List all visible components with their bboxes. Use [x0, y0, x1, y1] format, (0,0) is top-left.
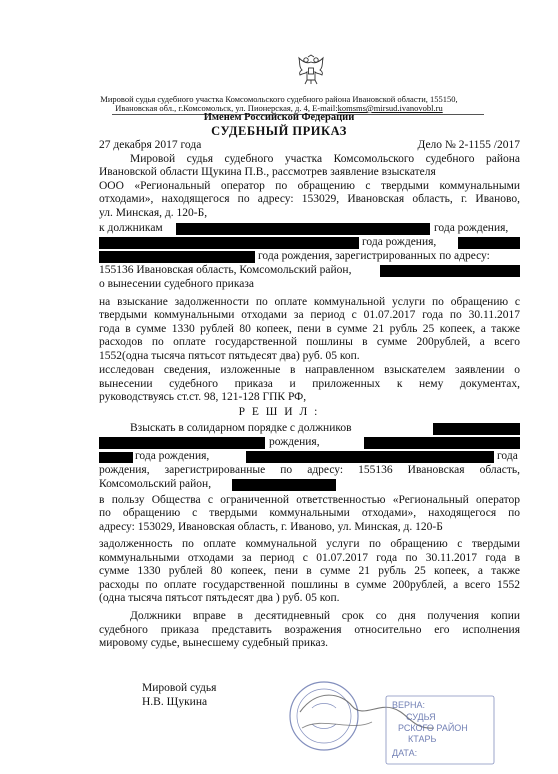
debt-line: расходы по оплате государственной пошлины в сумме 200рублей, а всего 1552 — [99, 579, 520, 591]
redaction-block — [99, 251, 255, 263]
redaction-block — [458, 237, 520, 249]
order-birth-text: года рождения, — [135, 450, 210, 462]
claim-line: на взыскание задолженности по оплате коммунальной услуги по обращению с — [99, 296, 520, 308]
debt-line: (одна тысяча пятьсот пятьдесят два ) руб. 05 коп. — [99, 592, 340, 604]
debt-line: коммунальными отходами за период с 01.07.2017 года по 30.11.2017 года в — [99, 552, 520, 564]
stamp-text: ВЕРНА: — [392, 700, 426, 710]
authority-heading: Именем Российской Федерации — [203, 112, 355, 123]
debt-line: задолженность по оплате коммунальной услуги по обращению с твердыми — [99, 538, 520, 550]
document-title: СУДЕБНЫЙ ПРИКАЗ — [211, 124, 347, 138]
rights-line: судебного приказа представить возражения относительно его исполнения — [99, 624, 520, 636]
paragraph-line: ул. Минская, д. 120-Б, — [99, 207, 208, 219]
redaction-block — [364, 437, 520, 449]
claim-line: года в сумме 1330 рублей 80 копеек, пени в сумме 21 рубль 25 копеек, а также — [99, 323, 520, 335]
stamp-text: СУДЬЯ — [406, 712, 436, 722]
beneficiary-line: адресу: 153029, Ивановская область, г. Иваново, ул. Минская, д. 120-Б — [99, 521, 443, 533]
order-line: Комсомольский район, — [99, 478, 212, 490]
rights-line: Должники вправе в десятидневный срок со дня получения копии — [130, 610, 520, 622]
debtor-birth-text: года рождения, — [362, 236, 437, 248]
order-year-text: года — [497, 450, 518, 462]
claim-line: расходов по оплате государственной пошлины в сумме 200рублей, а всего — [99, 336, 520, 348]
claim-line: твердыми коммунальными отходами за период с 01.07.2017 года по 30.11.2017 — [99, 309, 520, 321]
russian-coat-of-arms-icon — [294, 54, 328, 86]
redaction-block — [232, 479, 336, 491]
paragraph-line: Мировой судья судебного участка Комсомольского судебного района — [130, 153, 520, 165]
court-email: komsms@mirsud.ivanovobl.ru — [337, 103, 443, 113]
beneficiary-line: в пользу Общества с ограниченной ответственностью «Региональный оператор — [99, 494, 520, 506]
court-address-line: Мировой судья судебного участка Комсомольского судебного района Ивановской области, 155150, — [100, 94, 458, 104]
case-number: Дело № 2-1155 /2017 — [417, 139, 520, 151]
debtors-prefix: к должникам — [99, 222, 163, 234]
signature-role: Мировой судья — [142, 682, 217, 694]
signature-name: Н.В. Щукина — [142, 696, 208, 708]
stamp-text: КТАРЬ — [408, 734, 437, 744]
claim-line: 1552(одна тысяча пятьсот пятьдесят два) руб. 05 коп. — [99, 350, 360, 362]
debtor-address: 155136 Ивановская область, Комсомольский район, — [99, 264, 352, 276]
stamp-text: РСКОГО РАЙОН — [398, 723, 468, 733]
redaction-block — [246, 451, 494, 463]
redaction-block — [433, 423, 520, 435]
order-birth-text: рождения, — [269, 436, 320, 448]
reviewed-line: исследован сведения, изложенные в направленном взыскателем заявлении о — [99, 364, 520, 376]
resolution-heading: Р Е Ш И Л : — [238, 406, 320, 418]
court-stamp — [282, 668, 497, 774]
order-line: рождения, зарегистрированные по адресу: 155136 Ивановская область, — [99, 464, 520, 476]
reviewed-line: вынесении судебного приказа и приложенных к нему документах, — [99, 378, 520, 390]
order-line: Взыскать в солидарном порядке с должников — [130, 422, 352, 434]
debtor-birth-text: года рождения, — [434, 222, 509, 234]
paragraph-line: Ивановской области Щукина П.В., рассмотрев заявление взыскателя — [99, 166, 436, 178]
paragraph-line: отходами», находящегося по адресу: 153029, Ивановская область, г. Иваново, — [99, 193, 520, 205]
reviewed-line: руководствуясь ст.ст. 98, 121-128 ГПК РФ, — [99, 391, 307, 403]
court-address-part: Ивановская обл., г.Комсомольск, ул. Пионерская, д. 4, E-mail: — [115, 103, 338, 113]
debt-line: сумме 1330 рублей 80 копеек, пени в сумме 21 рубль 25 копеек, а также — [99, 565, 520, 577]
redaction-block — [99, 452, 133, 463]
redaction-block — [176, 223, 430, 235]
subject-line: о вынесении судебного приказа — [99, 278, 254, 290]
order-date: 27 декабря 2017 года — [99, 139, 202, 151]
paragraph-line: ООО «Региональный оператор по обращению с твердыми коммунальными — [99, 180, 520, 192]
redaction-block — [99, 437, 265, 449]
stamp-text: ДАТА: — [392, 748, 418, 758]
date-line — [99, 139, 520, 151]
rights-line: мировому судье, вынесшему судебный приказ. — [99, 637, 329, 649]
redaction-block — [99, 237, 359, 249]
redaction-block — [380, 265, 520, 277]
debtor-birth-text: года рождения, зарегистрированных по адресу: — [258, 250, 490, 262]
beneficiary-line: по обращению с твердыми коммунальными отходами», находящегося по — [99, 507, 520, 519]
